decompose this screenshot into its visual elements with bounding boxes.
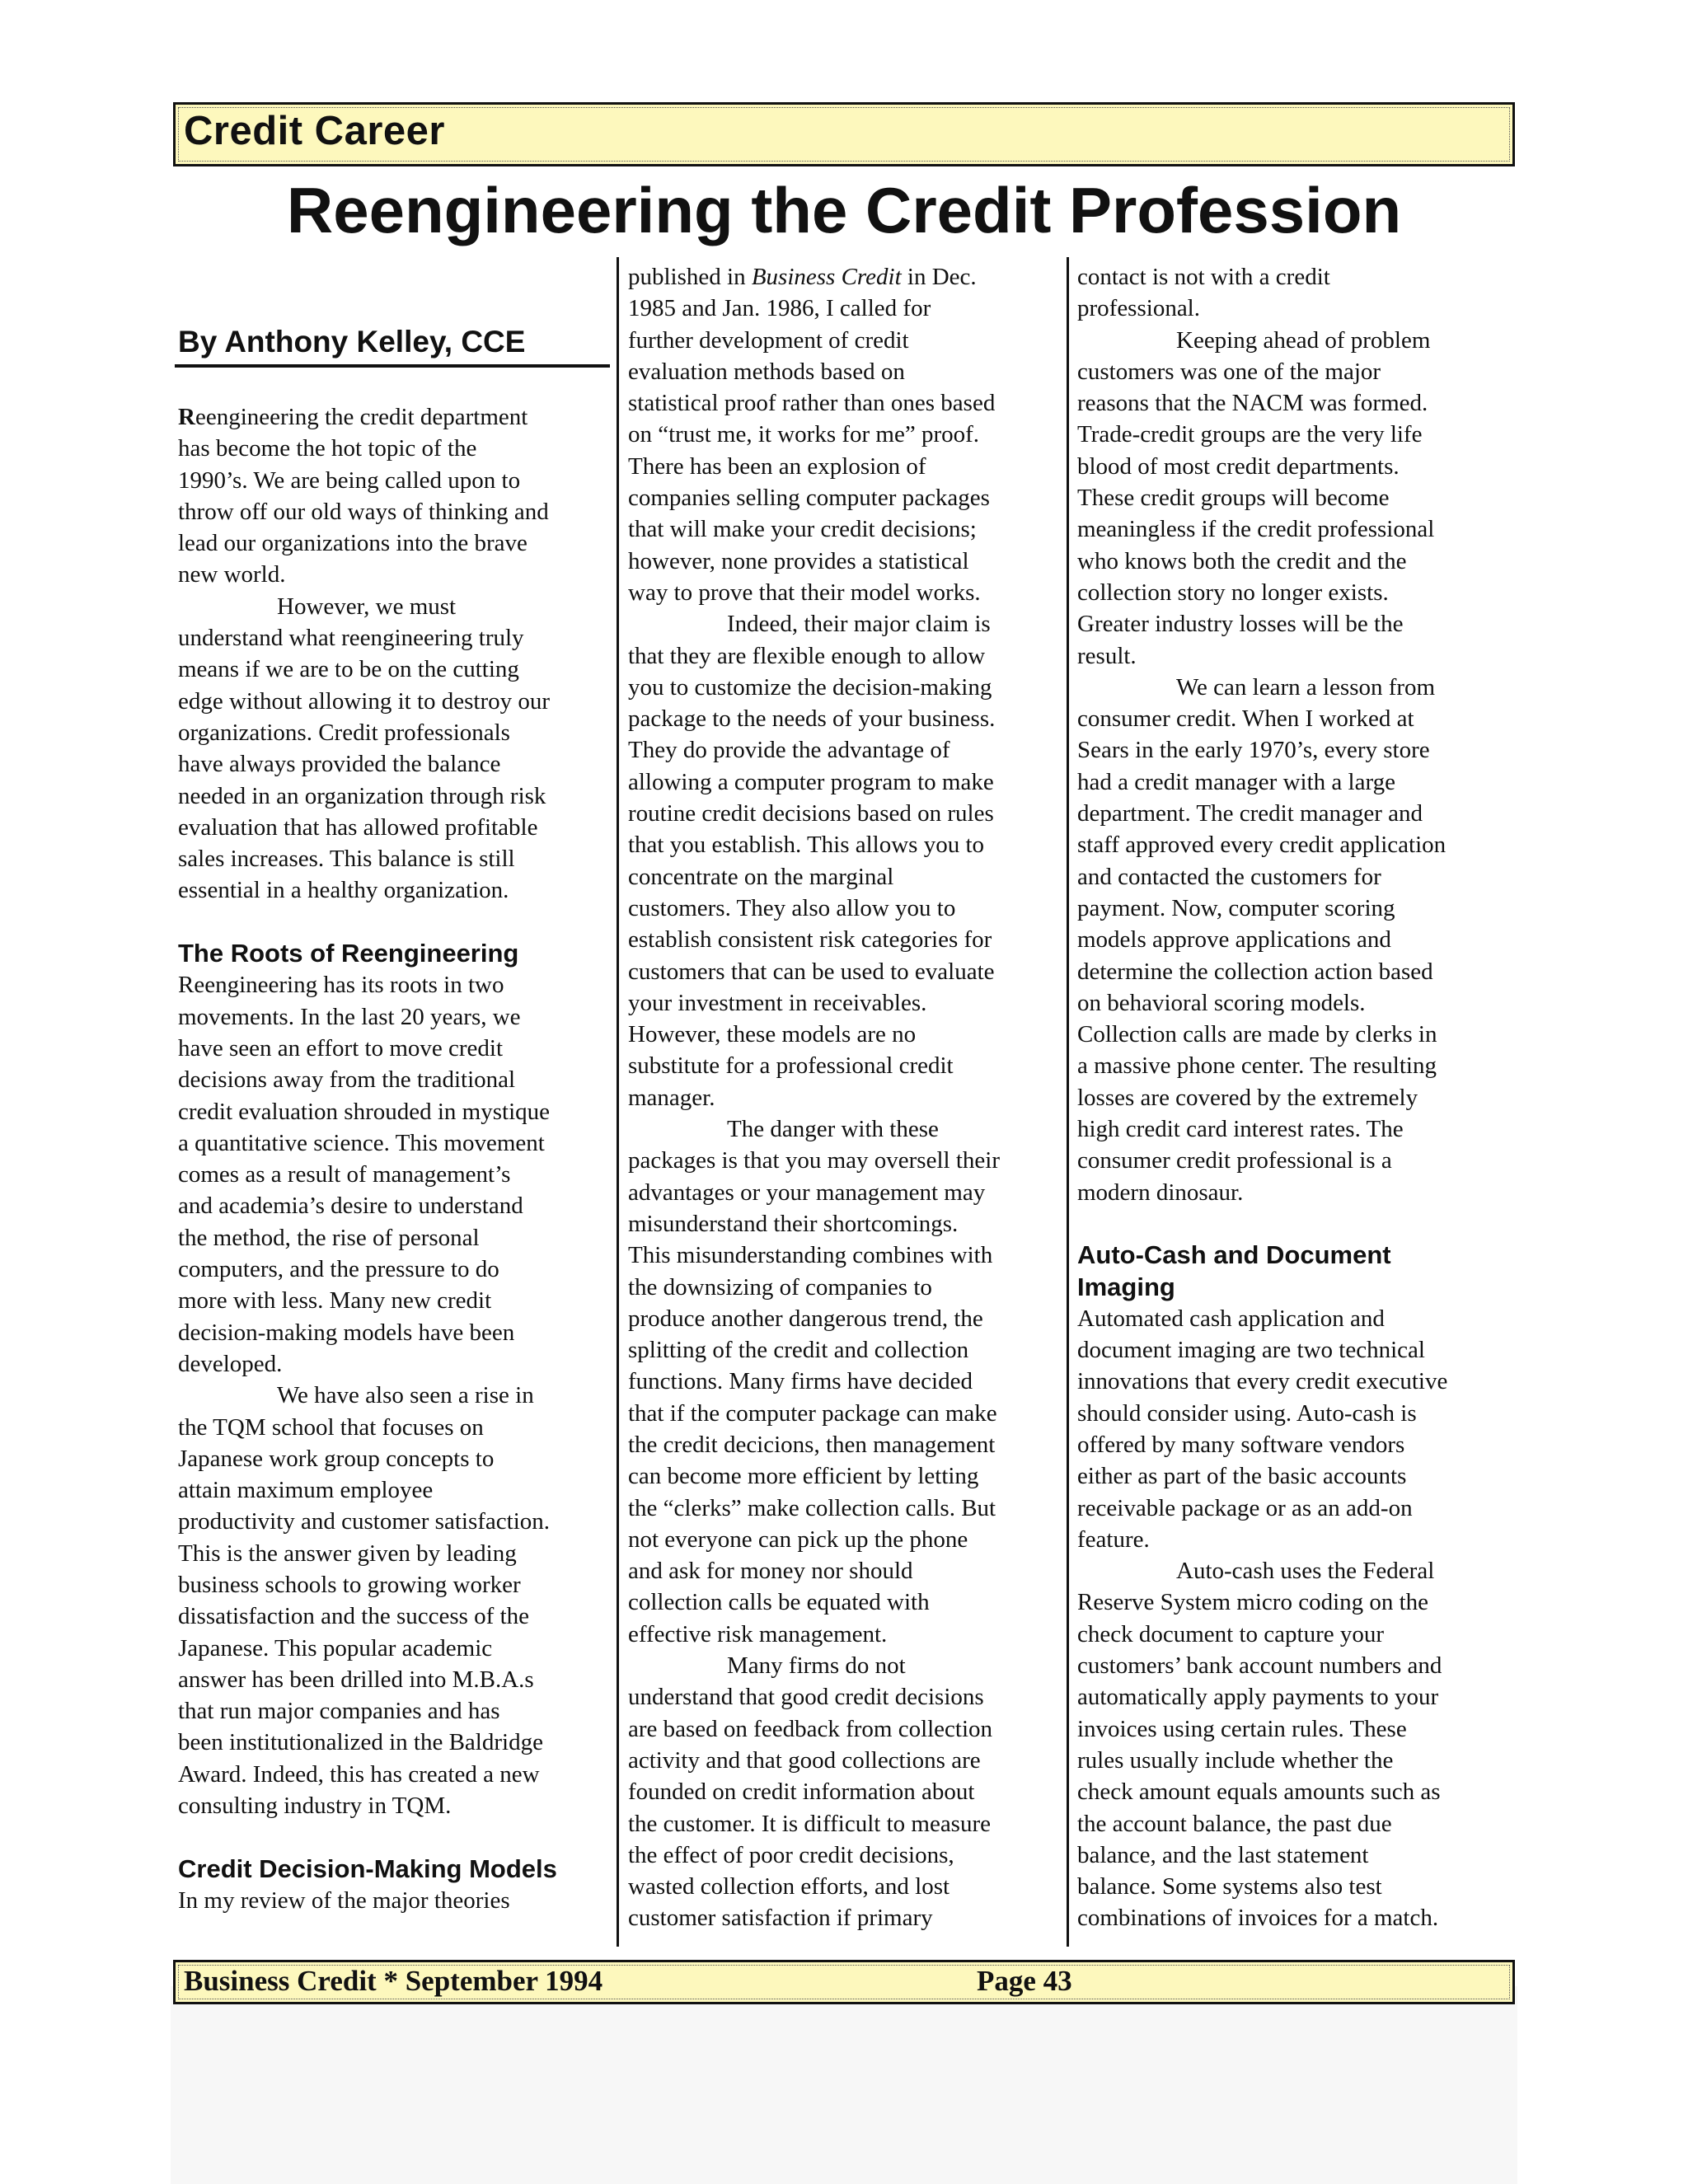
drop-cap: R bbox=[178, 404, 195, 430]
paragraph: Auto-cash uses the Federal Reserve System micro coding on the check document to capture your customers’ bank account numbers and automatically apply payments to your invoices using certain rules. These rules usually include whether the check amount equals amounts such as the account balance, the past due balance, and the last statement balance. Some systems also test combinations of invoices for a match. bbox=[1077, 1558, 1442, 1932]
paragraph: Many firms do not understand that good credit decisions are based on feedback from collection activity and that good collections are founded on credit information about the customer. It is difficult to measure the effect of poor credit decisions, wasted collection efforts, and lost customer satisfaction if primary bbox=[628, 1652, 993, 1932]
paragraph: We can learn a lesson from consumer credit. When I worked at Sears in the early 1970’s, every store had a credit manager with a large department. The credit manager and staff approved every credit application and contacted the customers for payment. Now, computer scoring models approve applications and determine the collection action based on behavioral scoring models. Collection calls are made by clerks in a massive phone center. The resulting losses are covered by the extremely high credit card interest rates. The consumer credit professional is a modern dinosaur. bbox=[1077, 673, 1447, 1206]
page-margin-shadow bbox=[171, 1986, 1517, 2184]
paragraph: The danger with these packages is that you may oversell their advantages or your management may misunderstand their shortcomings. This misunderstanding combines with the downsizing of companies to produce another dangerous trend, the splitting of the credit and collection functions. Many firms have decided that if the computer package can make the credit decicions, then management can become more efficient by letting the “clerks” make collection calls. But not everyone can pick up the phone and ask for money nor should collection calls be equated with effective risk management. bbox=[628, 1116, 1000, 1647]
article-headline: Reengineering the Credit Profession bbox=[286, 174, 1402, 246]
paragraph: Keeping ahead of problem customers was one of the major reasons that the NACM was formed. Trade-credit groups are the very life blood of most credit departments. These credit groups will become meaningless if the credit professional who knows both the credit and the collection story no longer exists. Greater industry losses will be the result. bbox=[1077, 326, 1435, 669]
paragraph: In my review of the major theories bbox=[178, 1886, 510, 1914]
subhead-auto-cash: Auto-Cash and Document Imaging bbox=[1077, 1240, 1391, 1301]
article-column-3 bbox=[1077, 261, 1510, 1934]
intro-paragraph: Reengineering the credit department has become the hot topic of the 1990’s. We are being called upon to throw off our old ways of thinking and lead our organizations into the brave new world. bbox=[178, 404, 549, 588]
paragraph: However, we must understand what reengineering truly means if we are to be on the cutting edge without allowing it to destroy our organizations. Credit professionals have always provided the balance needed in an organization through risk evaluation that has allowed profitable sales increases. This balance is still essential in a healthy organization. bbox=[178, 593, 551, 904]
footer-page-number: Page 43 bbox=[977, 1965, 1072, 1997]
subhead-decision-models: Credit Decision-Making Models bbox=[178, 1854, 557, 1883]
subhead-roots: The Roots of Reengineering bbox=[178, 939, 519, 968]
paragraph: Reengineering has its roots in two movements. In the last 20 years, we have seen an effort to move credit decisions away from the traditional credit evaluation shrouded in mystique a quantitative science. This movement comes as a result of management’s and academia’s desire to understand the method, the rise of personal computers, and the pressure to do more with less. Many new credit decision-making models have been developed. bbox=[178, 972, 551, 1377]
article-column-1 bbox=[178, 401, 611, 1916]
section-label: Credit Career bbox=[184, 109, 445, 153]
footer-publication: Business Credit * September 1994 bbox=[184, 1965, 603, 1997]
paragraph: Indeed, their major claim is that they are flexible enough to allow you to customize the decision-making package to the needs of your business. They do provide the advantage of allowing a computer program to make routine credit decisions based on rules that you establish. This allows you to concentrate on the marginal customers. They also allow you to establish consistent risk categories for customers that can be used to evaluate your investment in receivables. However, these models are no substitute for a professional credit manager. bbox=[628, 611, 996, 1111]
column-divider-2 bbox=[1067, 257, 1069, 1947]
page-footer bbox=[173, 1960, 1515, 2004]
column-divider-1 bbox=[617, 257, 619, 1947]
byline: By Anthony Kelley, CCE bbox=[178, 325, 526, 359]
article-column-2 bbox=[628, 261, 1061, 1934]
byline-underline bbox=[175, 364, 610, 368]
paragraph: contact is not with a credit professional. bbox=[1077, 264, 1330, 322]
paragraph: Automated cash application and document imaging are two technical innovations that every credit executive should consider using. Auto-cash is offered by many software vendors either as part of the basic accounts receivable package or as an add-on feature. bbox=[1077, 1305, 1448, 1553]
paragraph: We have also seen a rise in the TQM school that focuses on Japanese work group concepts to attain maximum employee productivity and customer satisfaction. This is the answer given by leading business schools to growing worker dissatisfaction and the success of the Japanese. This popular academic answer has been drilled into M.B.A.s that run major companies and has been institutionalized in the Baldridge Award. Indeed, this has created a new consulting industry in TQM. bbox=[178, 1382, 551, 1820]
section-banner bbox=[173, 102, 1515, 166]
publication-title: Business Credit bbox=[751, 264, 902, 290]
paragraph: published in Business Credit in Dec. 1985 and Jan. 1986, I called for further development of credit evaluation methods based on statistical proof rather than ones based on “trust me, it works for me” proof. There has been an explosion of companies selling computer packages that will make your credit decisions; however, none provides a statistical way to prove that their model works. bbox=[628, 264, 996, 606]
